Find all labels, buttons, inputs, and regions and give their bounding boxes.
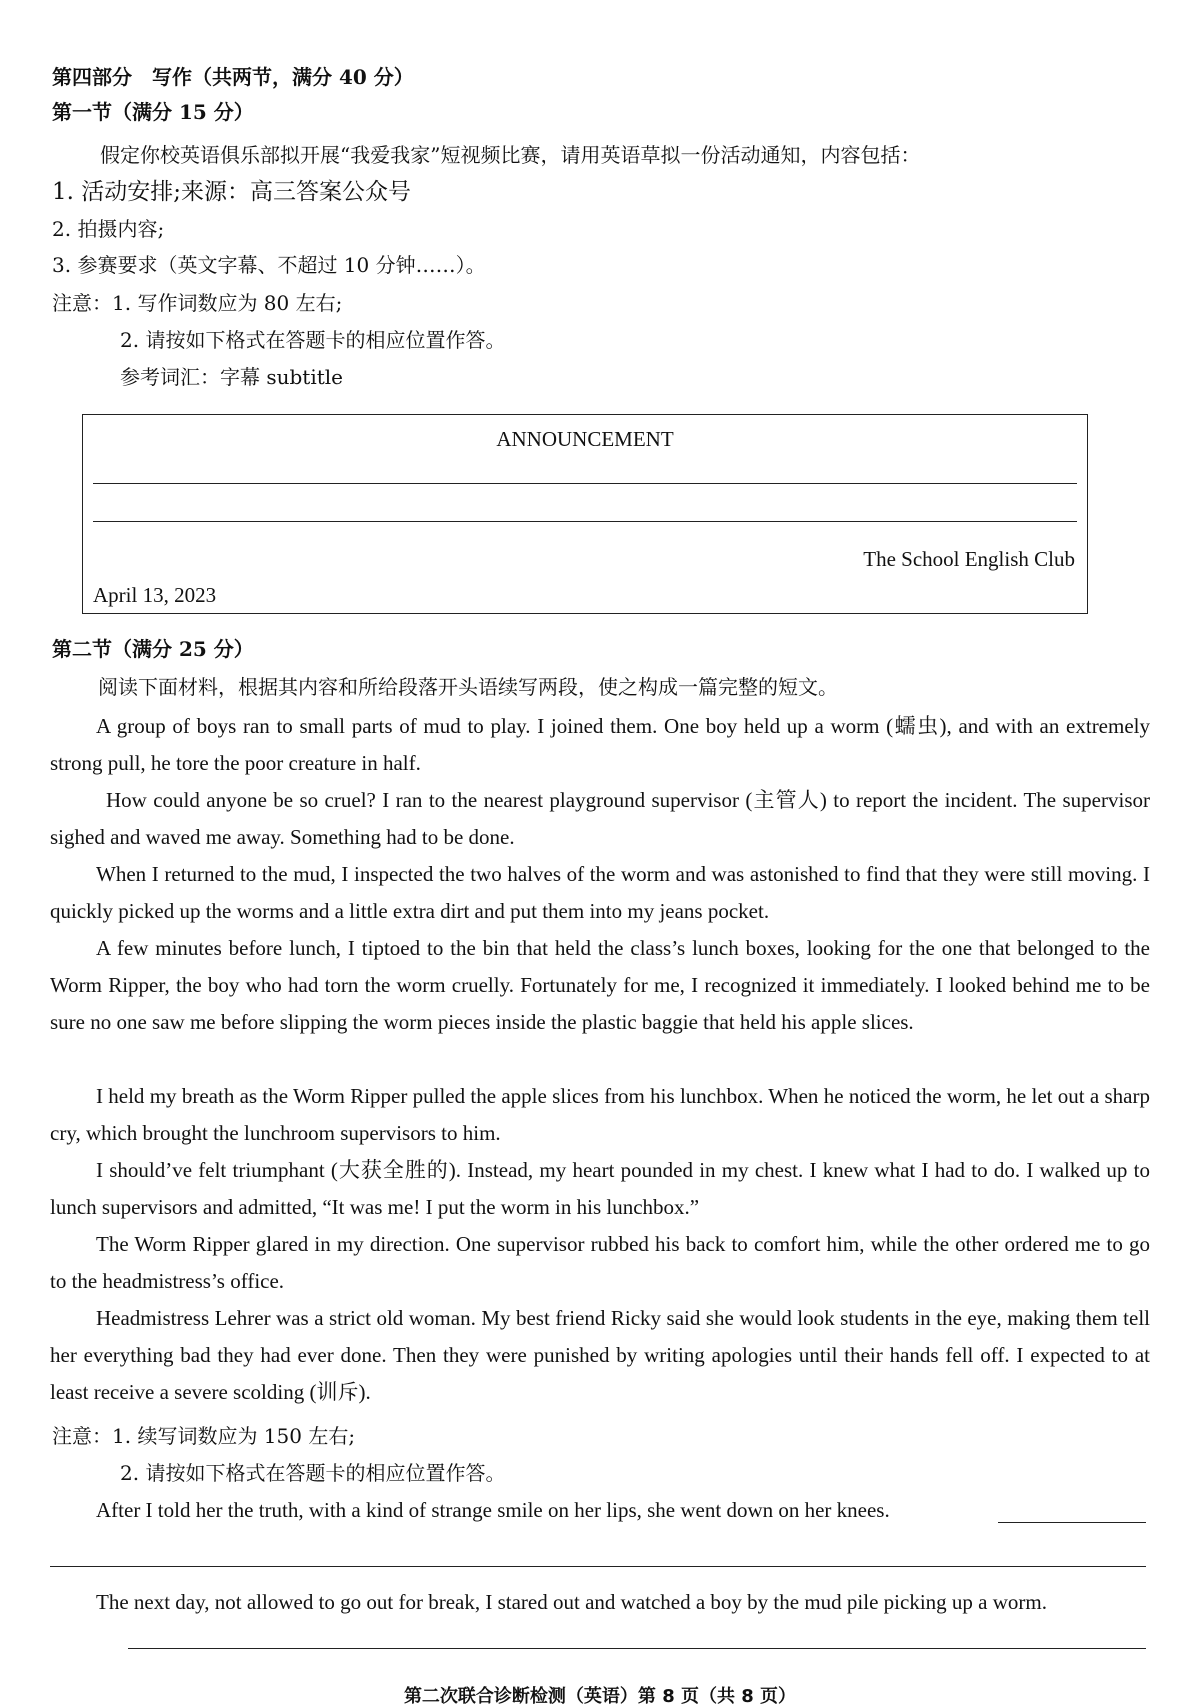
story-paragraph-6: I should’ve felt triumphant (大获全胜的). Instead, my heart pounded in my chest. I knew what I had to do. I walked up to lunch supervisors and admitted, “It was me! I put the worm in his lunchbox.” bbox=[50, 1158, 1150, 1219]
section2-heading: 第二节（满分 25 分） bbox=[52, 637, 254, 661]
section1-item-1: 1. 活动安排;来源：高三答案公众号 bbox=[52, 179, 412, 205]
section1-intro: 假定你校英语俱乐部拟开展“我爱我家”短视频比赛，请用英语草拟一份活动通知，内容包括： bbox=[100, 143, 921, 167]
announcement-title: ANNOUNCEMENT bbox=[496, 427, 674, 451]
answer-line bbox=[93, 483, 1077, 484]
section1-note-2: 2. 请按如下格式在答题卡的相应位置作答。 bbox=[120, 328, 506, 352]
continuation-opening-2: The next day, not allowed to go out for break, I stared out and watched a boy by the mud pile picking up a worm. bbox=[96, 1590, 1047, 1614]
section2-note-1: 注意：1. 续写词数应为 150 左右; bbox=[52, 1424, 356, 1448]
section1-heading: 第一节（满分 15 分） bbox=[52, 100, 254, 124]
answer-line bbox=[128, 1648, 1146, 1649]
announcement-date: April 13, 2023 bbox=[93, 583, 217, 607]
section1-item-2: 2. 拍摄内容; bbox=[52, 217, 165, 241]
section1-vocab: 参考词汇：字幕 subtitle bbox=[120, 365, 344, 389]
section1-note-1: 注意：1. 写作词数应为 80 左右; bbox=[52, 291, 343, 315]
section2-note-2: 2. 请按如下格式在答题卡的相应位置作答。 bbox=[120, 1461, 506, 1485]
page-footer: 第二次联合诊断检测（英语）第 8 页（共 8 页） bbox=[403, 1686, 797, 1707]
announcement-signature: The School English Club bbox=[863, 547, 1075, 571]
continuation-opening-1: After I told her the truth, with a kind of strange smile on her lips, she went down on her knees. bbox=[96, 1498, 890, 1522]
section2-intro: 阅读下面材料，根据其内容和所给段落开头语续写两段，使之构成一篇完整的短文。 bbox=[98, 675, 838, 699]
answer-line bbox=[50, 1566, 1146, 1567]
story-paragraph-7: The Worm Ripper glared in my direction. One supervisor rubbed his back to comfort him, while the other ordered me to go to the headmistress’s office. bbox=[50, 1232, 1150, 1293]
story-paragraph-4: A few minutes before lunch, I tiptoed to the bin that held the class’s lunch boxes, looking for the one that belonged to the Worm Ripper, the boy who had torn the worm cruelly. Fortunately for me, I recognized it immediately. I looked behind me to be sure no one saw me before slipping the worm pieces inside the plastic baggie that held his apple slices. bbox=[50, 936, 1150, 1034]
story-paragraph-5: I held my breath as the Worm Ripper pulled the apple slices from his lunchbox. When he noticed the worm, he let out a sharp cry, which brought the lunchroom supervisors to him. bbox=[50, 1084, 1150, 1145]
announcement-answer-box bbox=[82, 414, 1088, 614]
story-paragraph-3: When I returned to the mud, I inspected the two halves of the worm and was astonished to find that they were still moving. I quickly picked up the worms and a little extra dirt and put them into my jeans pocket. bbox=[50, 862, 1150, 923]
story-paragraph-2: How could anyone be so cruel? I ran to the nearest playground supervisor (主管人) to report the incident. The supervisor sighed and waved me away. Something had to be done. bbox=[50, 788, 1150, 849]
story-paragraph-8: Headmistress Lehrer was a strict old woman. My best friend Ricky said she would look students in the eye, making them tell her everything bad they had ever done. Then they were punished by writing apologies until their hands fell off. I expected to at least receive a severe scolding (训斥). bbox=[50, 1306, 1150, 1404]
story-paragraph-1: A group of boys ran to small parts of mud to play. I joined them. One boy held up a worm (蠕虫), and with an extremely strong pull, he tore the poor creature in half. bbox=[50, 714, 1150, 775]
answer-line bbox=[93, 521, 1077, 522]
answer-line bbox=[998, 1522, 1146, 1523]
section1-item-3: 3. 参赛要求（英文字幕、不超过 10 分钟……）。 bbox=[52, 253, 486, 277]
part4-heading: 第四部分 写作（共两节，满分 40 分） bbox=[52, 65, 414, 89]
